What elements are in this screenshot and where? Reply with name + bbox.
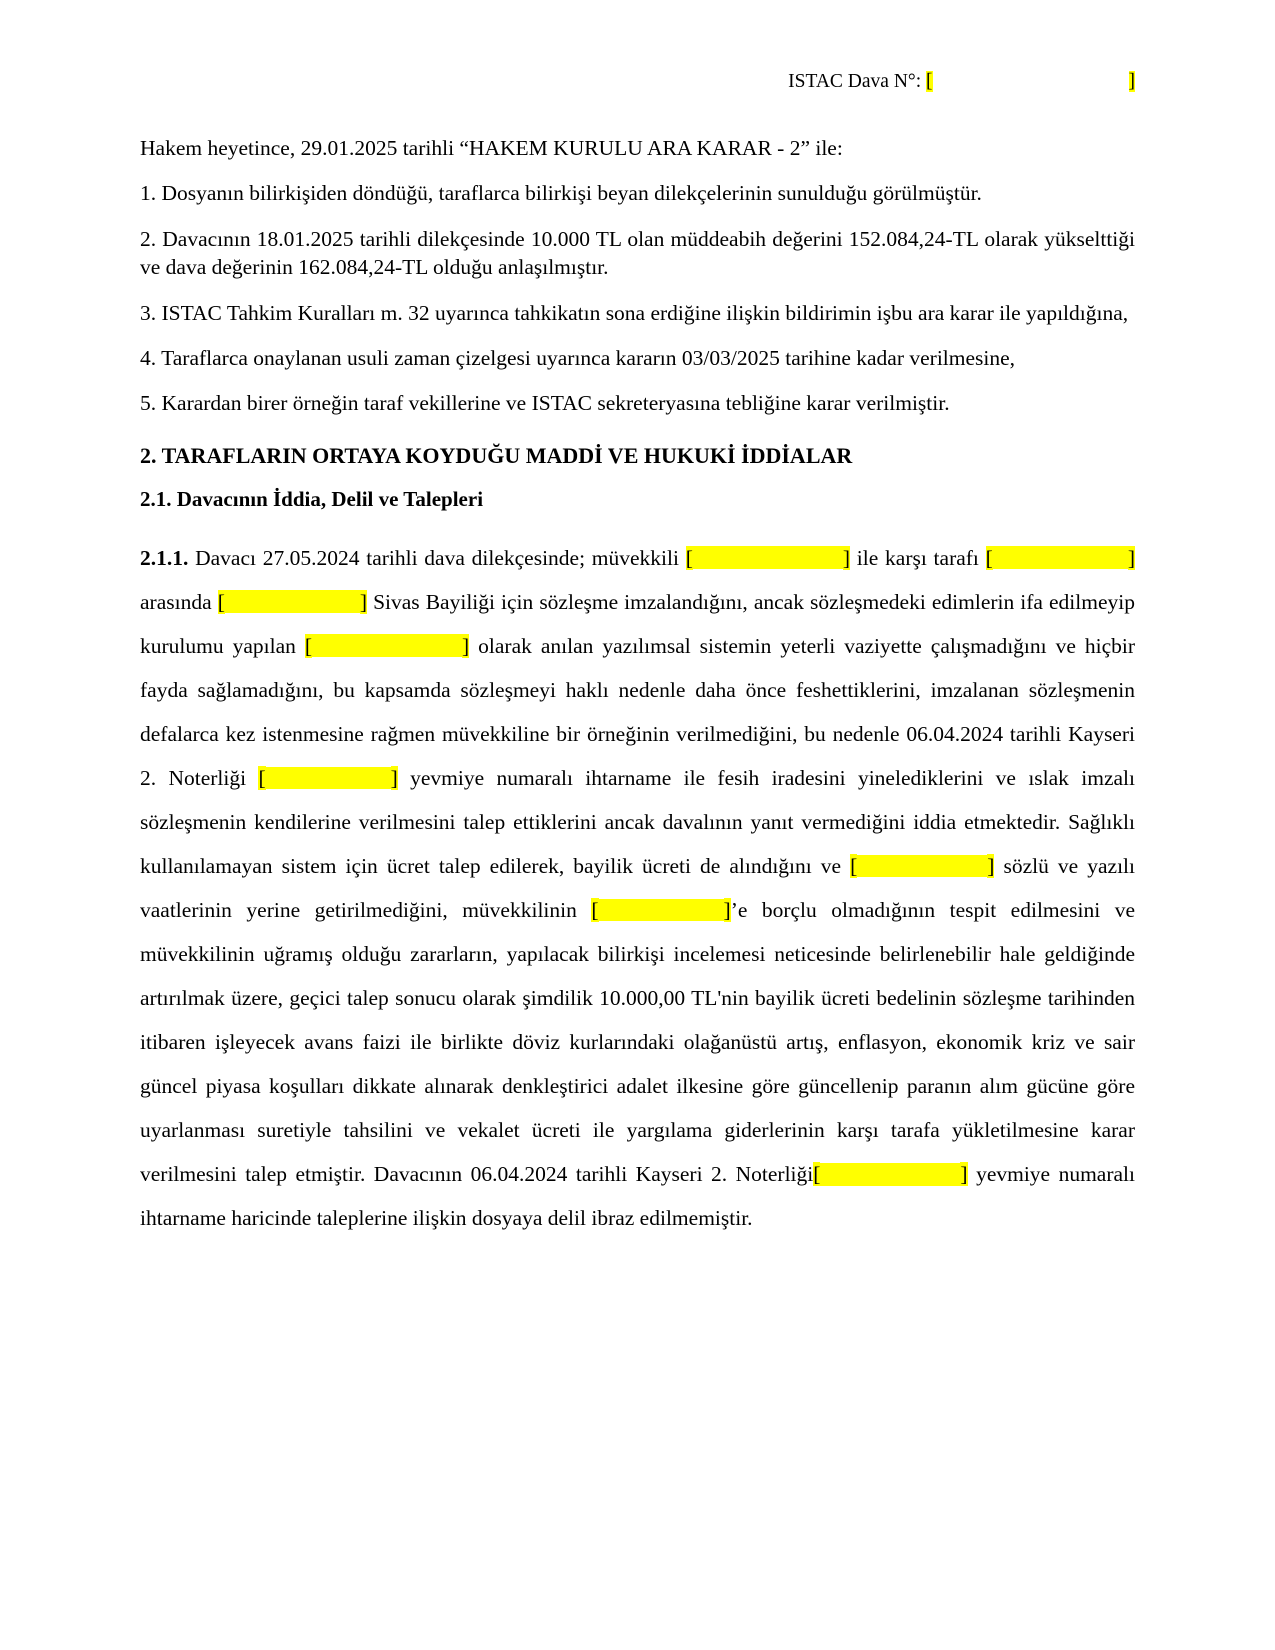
redacted-field bbox=[305, 634, 469, 658]
redacted-field bbox=[986, 546, 1135, 570]
bracket-open: [ bbox=[813, 1162, 821, 1187]
bracket-close: ] bbox=[842, 545, 851, 570]
redacted-field bbox=[218, 590, 367, 614]
bracket-open: [ bbox=[258, 765, 266, 790]
redacted-value bbox=[693, 546, 843, 569]
bracket-close: ] bbox=[987, 853, 995, 878]
bracket-open: [ bbox=[850, 853, 858, 878]
decision-item-4: 4. Taraflarca onaylanan usuli zaman çizelgesi uyarınca kararın 03/03/2025 tarihine kadar verilmesine, bbox=[140, 345, 1016, 370]
redacted-value bbox=[857, 855, 987, 878]
bracket-close: ] bbox=[462, 633, 470, 658]
redacted-field bbox=[686, 546, 850, 570]
intro-paragraph: Hakem heyetince, 29.01.2025 tarihli “HAKEM KURULU ARA KARAR - 2” ile: bbox=[140, 136, 843, 160]
decision-item-1: 1. Dosyanın bilirkişiden döndüğü, taraflarca bilirkişi beyan dilekçelerinin sunulduğu görülmüştür. bbox=[140, 181, 982, 206]
bracket-open: [ bbox=[304, 633, 313, 658]
case-number-redaction bbox=[926, 71, 1135, 92]
decision-item-3: 3. ISTAC Tahkim Kuralları m. 32 uyarınca tahkikatın sona erdiğine ilişkin bildirimin işbu ara karar ile yapıldığına, bbox=[140, 300, 1129, 325]
bracket-open: [ bbox=[926, 71, 933, 92]
redacted-field bbox=[591, 898, 730, 922]
claim-paragraph-number: 2.1.1. bbox=[140, 545, 189, 570]
redacted-value bbox=[820, 1163, 960, 1186]
redacted-field bbox=[813, 1162, 967, 1186]
redacted-field bbox=[850, 854, 994, 878]
redacted-value bbox=[599, 899, 724, 922]
bracket-open: [ bbox=[217, 589, 225, 614]
bracket-close: ] bbox=[723, 898, 731, 923]
bracket-close: ] bbox=[1128, 71, 1135, 92]
claim-paragraph bbox=[140, 536, 1135, 1241]
decision-item-5: 5. Karardan birer örneğin taraf vekillerine ve ISTAC sekreteryasına tebliğine karar verilmiştir. bbox=[140, 391, 950, 416]
bracket-open: [ bbox=[685, 545, 693, 570]
bracket-open: [ bbox=[985, 545, 993, 570]
bracket-close: ] bbox=[960, 1162, 968, 1187]
decision-item-2: 2. Davacının 18.01.2025 tarihli dilekçesinde 10.000 TL olan müddeabih değerini 152.084,24-TL olarak yükselttiği ve dava değerinin 162.084,24-TL olduğu anlaşılmıştır. bbox=[140, 226, 1135, 280]
page-header bbox=[140, 70, 1135, 100]
redacted-value bbox=[312, 634, 462, 657]
bracket-open: [ bbox=[591, 898, 599, 923]
section-heading: 2. TARAFLARIN ORTAYA KOYDUĞU MADDİ VE HUKUKİ İDDİALAR bbox=[140, 442, 853, 468]
redacted-value bbox=[266, 767, 391, 790]
bracket-close: ] bbox=[1127, 545, 1135, 570]
redacted-field bbox=[258, 766, 397, 790]
case-number-label: ISTAC Dava N°: bbox=[788, 71, 922, 92]
claim-paragraph-body: Davacı 27.05.2024 tarihli dava dilekçesinde; müvekkili [ ] ile karşı tarafı [ ] arasında [ ] Sivas Bayiliği için sözleşme imzalandığını, ancak sözleşmedeki edimlerin ifa edilmeyip kurulumu yapılan [ ] olarak anılan yazılımsal sistemin yeterli vaziyette çalışmadığını ve hiçbir fayda sağlamadığını, bu kapsamda sözleşmeyi haklı nedenle daha önce feshettiklerini, imzalanan sözleşmenin defalarca kez istenmesine rağmen müvekkiline bir örneğinin verilmediğini, bu nedenle 06.04.2024 tarihli Kayseri 2. Noterliği [ ] yevmiye numaralı ihtarname ile fesih iradesini yinelediklerini ve ıslak imzalı sözleşmenin kendilerine verilmesini talep ettiklerini ancak davalının yanıt vermediğini iddia etmektedir. Sağlıklı kullanılamayan sistem için ücret talep edilerek, bayilik ücreti de alındığını ve [ ] sözlü ve yazılı vaatlerinin yerine getirilmediğini, müvekkilinin [ ]’e borçlu olmadığının tespit edilmesini ve müvekkilinin uğramış olduğu zararların, yapılacak bilirkişi incelemesi neticesinde belirlenebilir hale geldiğinde artırılmak üzere, geçici talep sonucu olarak şimdilik 10.000,00 TL'nin bayilik ücreti bedelinin sözleşme tarihinden itibaren işleyecek avans faizi ile birlikte döviz kurlarındaki olağanüstü artış, enflasyon, ekonomik kriz ve sair güncel piyasa koşulları dikkate alınarak denkleştirici adalet ilkesine göre güncellenip paranın alım gücüne göre uyarlanması suretiyle tahsilini ve vekalet ücreti ile yargılama giderlerinin karşı tarafa yükletilmesine karar verilmesini talep etmiştir. Davacının 06.04.2024 tarihli Kayseri 2. Noterliği[ ] yevmiye numaralı ihtarname haricinde taleplerine ilişkin dosyaya delil ibraz edilmemiştir. bbox=[140, 545, 1136, 1231]
bracket-close: ] bbox=[359, 589, 368, 614]
subsection-heading: 2.1. Davacının İddia, Delil ve Talepleri bbox=[140, 487, 484, 512]
redacted-value bbox=[993, 546, 1128, 569]
bracket-close: ] bbox=[390, 765, 398, 790]
redacted-value bbox=[225, 590, 360, 613]
